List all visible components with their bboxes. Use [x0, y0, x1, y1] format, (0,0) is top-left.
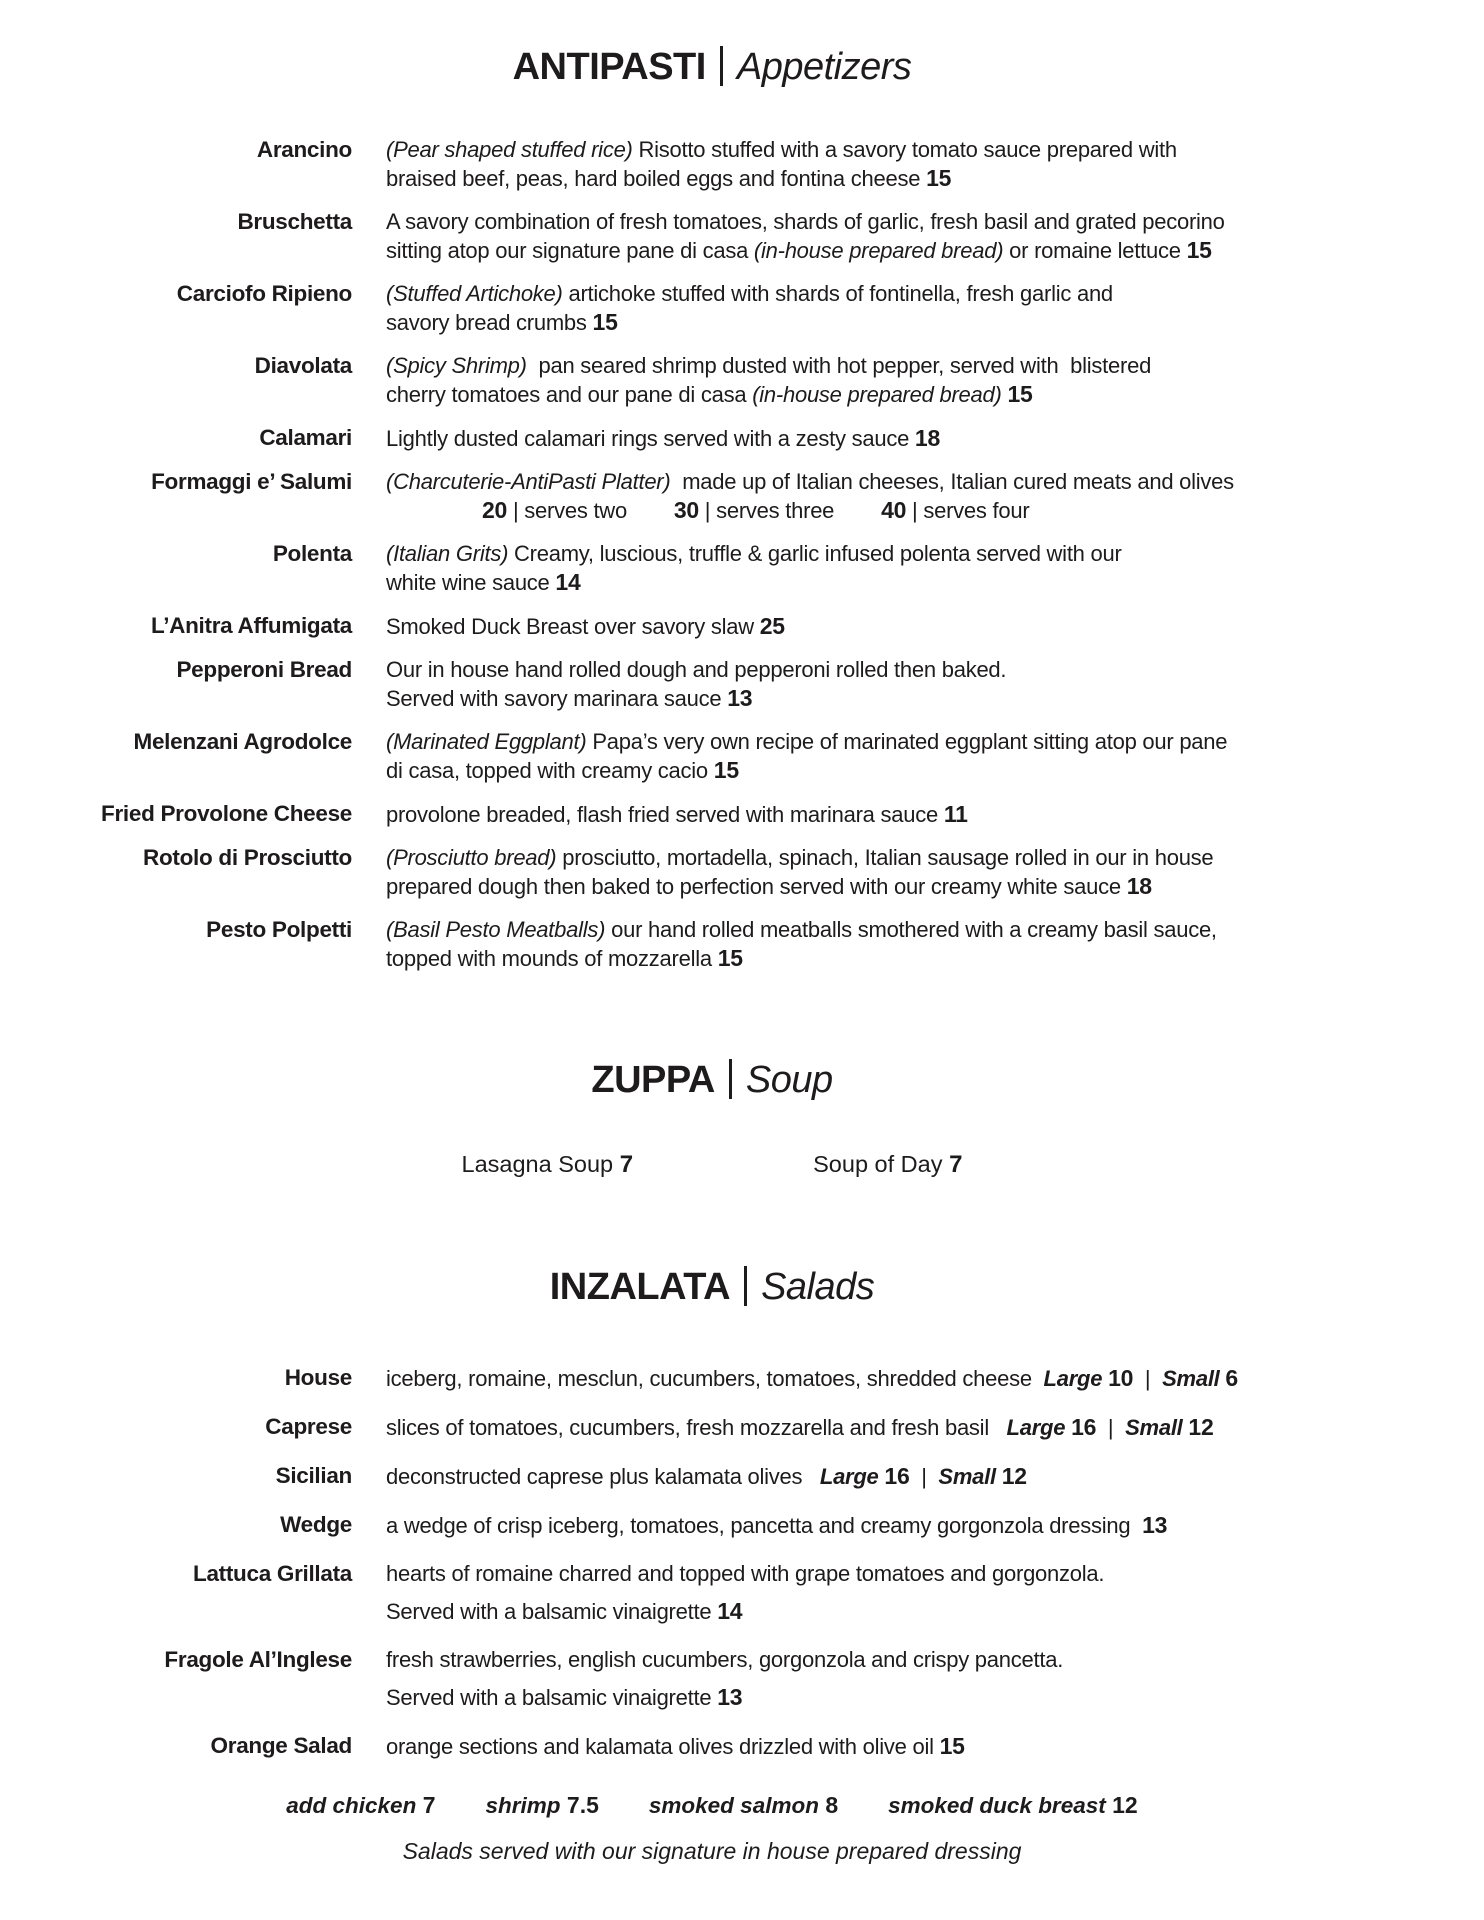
text-segment: topped with mounds of mozzarella: [386, 946, 718, 971]
text-segment: 15: [592, 309, 618, 335]
item-name: Orange Salad: [210, 1733, 352, 1758]
description-line: [386, 1560, 1424, 1588]
item-description: [386, 844, 1424, 901]
text-segment: pan seared shrimp dusted with hot pepper, served with blistered: [526, 353, 1152, 378]
text-segment: |: [1133, 1366, 1163, 1391]
description-line: [386, 1413, 1424, 1442]
item-description: [386, 800, 1424, 829]
text-segment: Large: [1043, 1366, 1109, 1391]
text-segment: 15: [939, 1733, 965, 1759]
item-description: [386, 1732, 1424, 1761]
item-description: [386, 728, 1424, 785]
item-name: Fried Provolone Cheese: [101, 801, 352, 826]
description-line: [386, 916, 1424, 944]
addon-price: 7: [416, 1792, 436, 1818]
text-segment: Served with savory marinara sauce: [386, 686, 728, 711]
menu-item: [0, 468, 1424, 525]
salad-addon: [486, 1791, 599, 1820]
item-name: Carciofo Ripieno: [176, 281, 352, 306]
text-segment: (Prosciutto bread): [386, 845, 557, 870]
text-segment: 40: [881, 497, 907, 523]
text-segment: (Spicy Shrimp): [386, 353, 527, 378]
description-line: [386, 208, 1424, 236]
menu-item: [0, 656, 1424, 713]
description-line: [386, 136, 1424, 164]
menu-item: [0, 424, 1424, 453]
text-segment: 15: [1007, 381, 1033, 407]
item-name: Rotolo di Prosciutto: [143, 845, 352, 870]
text-segment: (Stuffed Artichoke): [386, 281, 563, 306]
item-name: Calamari: [259, 425, 352, 450]
menu-item: [0, 1732, 1424, 1761]
item-name: Polenta: [272, 541, 352, 566]
description-line: [386, 1511, 1424, 1540]
item-name: Diavolata: [254, 353, 352, 378]
text-segment: 15: [717, 945, 743, 971]
addon-price: 12: [1105, 1792, 1138, 1818]
text-segment: Small: [938, 1464, 1002, 1489]
text-segment: |: [909, 1464, 939, 1489]
text-segment: 13: [1142, 1512, 1168, 1538]
heading-divider-bar: [729, 1059, 732, 1099]
text-segment: 14: [555, 569, 581, 595]
item-description: [386, 280, 1424, 337]
salads-footnote: Salads served with our signature in house prepared dressing: [402, 1838, 1022, 1864]
text-segment: braised beef, peas, hard boiled eggs and fontina cheese: [386, 166, 927, 191]
menu-item: [0, 728, 1424, 785]
text-segment: Served with a balsamic vinaigrette: [386, 1599, 718, 1624]
section-heading: [0, 1264, 1424, 1310]
description-line: [386, 352, 1424, 380]
text-segment: slices of tomatoes, cucumbers, fresh mozzarella and fresh basil: [386, 1415, 1007, 1440]
text-segment: Large: [819, 1464, 885, 1489]
item-description: [386, 1462, 1424, 1491]
description-line: [386, 308, 1424, 337]
text-segment: 18: [914, 425, 941, 451]
menu-item: [0, 1511, 1424, 1540]
text-segment: made up of Italian cheeses, Italian cured meats and olives: [670, 469, 1234, 494]
text-segment: 15: [1186, 237, 1212, 263]
text-segment: | serves four: [906, 498, 1030, 523]
menu-item: [0, 800, 1424, 829]
description-line: [386, 684, 1424, 713]
description-line: [386, 424, 1424, 453]
item-name: Arancino: [256, 137, 352, 162]
item-name: Caprese: [265, 1414, 352, 1439]
item-name: House: [284, 1365, 352, 1390]
text-segment: (in-house prepared bread): [752, 382, 1002, 407]
text-segment: 12: [1001, 1463, 1027, 1489]
description-line: [386, 468, 1424, 496]
item-name: Pesto Polpetti: [206, 917, 352, 942]
item-description: [386, 612, 1424, 641]
menu-item: [0, 1462, 1424, 1491]
text-segment: 25: [759, 613, 785, 639]
text-segment: white wine sauce: [386, 570, 556, 595]
heading-divider-bar: [720, 46, 723, 86]
text-segment: Small: [1162, 1366, 1226, 1391]
text-segment: 12: [1188, 1414, 1214, 1440]
text-segment: Served with a balsamic vinaigrette: [386, 1685, 718, 1710]
text-segment: 30: [673, 497, 699, 523]
text-segment: savory bread crumbs: [386, 310, 593, 335]
section-heading: [0, 44, 1424, 90]
soup-options-row: [0, 1149, 1424, 1180]
item-name: Bruschetta: [237, 209, 352, 234]
section-title-secondary: Appetizers: [736, 46, 912, 88]
addon-label: shrimp: [485, 1793, 561, 1818]
text-segment: 16: [1071, 1414, 1097, 1440]
text-segment: (Charcuterie-AntiPasti Platter): [386, 469, 671, 494]
text-segment: | serves three: [698, 498, 882, 523]
text-segment: A savory combination of fresh tomatoes, shards of garlic, fresh basil and grated pecorino: [386, 209, 1225, 234]
section-title-secondary: Salads: [761, 1266, 875, 1308]
heading-divider-bar: [744, 1266, 747, 1306]
text-segment: deconstructed caprese plus kalamata olives: [386, 1464, 820, 1489]
soup-option-label: Lasagna Soup: [461, 1151, 614, 1177]
text-segment: provolone breaded, flash fried served with marinara sauce: [386, 802, 944, 827]
text-segment: sitting atop our signature pane di casa: [386, 238, 754, 263]
item-description: [386, 1364, 1424, 1393]
item-description: [386, 468, 1424, 525]
soup-option-price: 7: [942, 1151, 963, 1178]
text-segment: Our in house hand rolled dough and pepperoni rolled then baked.: [386, 657, 1007, 682]
text-segment: Risotto stuffed with a savory tomato sauce prepared with: [632, 137, 1177, 162]
menu-item: [0, 136, 1424, 193]
description-line: [386, 164, 1424, 193]
salad-addon: [286, 1791, 435, 1820]
item-name: Pepperoni Bread: [176, 657, 352, 682]
item-name: Wedge: [280, 1512, 352, 1537]
menu-item: [0, 540, 1424, 597]
menu-item: [0, 916, 1424, 973]
description-line: [386, 496, 1424, 525]
addon-label: add chicken: [286, 1793, 417, 1818]
text-segment: (Basil Pesto Meatballs): [386, 917, 606, 942]
text-segment: di casa, topped with creamy cacio: [386, 758, 714, 783]
menu-item: [0, 1560, 1424, 1626]
text-segment: Smoked Duck Breast over savory slaw: [386, 614, 760, 639]
soup-option: [813, 1149, 962, 1180]
menu-section-inzalata: [0, 1264, 1424, 1865]
addon-price: 8: [818, 1792, 839, 1818]
menu-item: [0, 1364, 1424, 1393]
salad-addons-row: [0, 1791, 1424, 1820]
section-heading: [0, 1057, 1424, 1103]
item-name: Sicilian: [275, 1463, 352, 1488]
text-segment: Creamy, luscious, truffle & garlic infused polenta served with our: [508, 541, 1122, 566]
text-segment: (Pear shaped stuffed rice): [386, 137, 633, 162]
text-segment: artichoke stuffed with shards of fontinella, fresh garlic and: [562, 281, 1113, 306]
text-segment: cherry tomatoes and our pane di casa: [386, 382, 753, 407]
item-description: [386, 1511, 1424, 1540]
soup-option: [462, 1149, 634, 1180]
menu-item: [0, 844, 1424, 901]
item-name: Fragole Al’Inglese: [164, 1647, 352, 1672]
text-segment: | serves two: [507, 498, 674, 523]
description-line: [386, 800, 1424, 829]
text-segment: (Marinated Eggplant): [386, 729, 587, 754]
addon-price: 7.5: [560, 1792, 599, 1818]
text-segment: 6: [1225, 1365, 1238, 1391]
text-segment: 15: [926, 165, 952, 191]
text-segment: 16: [884, 1463, 910, 1489]
text-segment: Lightly dusted calamari rings served with a zesty sauce: [386, 426, 915, 451]
text-segment: 20: [482, 497, 508, 523]
text-segment: 18: [1126, 873, 1152, 899]
description-line: [386, 1462, 1424, 1491]
text-segment: or romaine lettuce: [1003, 238, 1187, 263]
section-title-primary: INZALATA: [549, 1266, 731, 1308]
text-segment: (Italian Grits): [386, 541, 509, 566]
menu-section-zuppa: [0, 1057, 1424, 1180]
text-segment: 10: [1108, 1365, 1134, 1391]
text-segment: Large: [1006, 1415, 1072, 1440]
section-title-secondary: Soup: [745, 1059, 833, 1101]
menu-page: [0, 44, 1424, 1865]
text-segment: iceberg, romaine, mesclun, cucumbers, tomatoes, shredded cheese: [386, 1366, 1044, 1391]
item-description: [386, 1646, 1424, 1712]
salad-addon: [649, 1791, 838, 1820]
text-segment: prepared dough then baked to perfection served with our creamy white sauce: [386, 874, 1127, 899]
menu-section-antipasti: [0, 44, 1424, 973]
text-segment: 13: [727, 685, 753, 711]
salad-addon: [888, 1791, 1138, 1820]
text-segment: fresh strawberries, english cucumbers, gorgonzola and crispy pancetta.: [386, 1647, 1064, 1672]
item-description: [386, 1413, 1424, 1442]
description-line: [386, 1732, 1424, 1761]
item-name: Lattuca Grillata: [193, 1561, 352, 1586]
addon-label: smoked salmon: [648, 1793, 819, 1818]
menu-item: [0, 1413, 1424, 1442]
description-line: [386, 236, 1424, 265]
text-segment: prosciutto, mortadella, spinach, Italian sausage rolled in our in house: [556, 845, 1214, 870]
item-description: [386, 540, 1424, 597]
soup-option-price: 7: [613, 1151, 634, 1178]
item-description: [386, 352, 1424, 409]
menu-item: [0, 612, 1424, 641]
text-segment: Papa’s very own recipe of marinated eggplant sitting atop our pane: [586, 729, 1228, 754]
item-description: [386, 656, 1424, 713]
description-line: [386, 568, 1424, 597]
description-line: [386, 728, 1424, 756]
menu-item: [0, 280, 1424, 337]
text-segment: Small: [1125, 1415, 1189, 1440]
text-segment: orange sections and kalamata olives drizzled with olive oil: [386, 1734, 940, 1759]
text-segment: 11: [943, 801, 968, 827]
addon-label: smoked duck breast: [888, 1793, 1106, 1818]
item-description: [386, 1560, 1424, 1626]
item-description: [386, 916, 1424, 973]
description-line: [386, 612, 1424, 641]
item-description: [386, 208, 1424, 265]
description-line: [386, 540, 1424, 568]
description-line: [386, 756, 1424, 785]
text-segment: 13: [717, 1684, 743, 1710]
menu-item: [0, 1646, 1424, 1712]
soup-option-label: Soup of Day: [813, 1151, 943, 1177]
menu-item: [0, 208, 1424, 265]
item-description: [386, 424, 1424, 453]
text-segment: hearts of romaine charred and topped with grape tomatoes and gorgonzola.: [386, 1561, 1105, 1586]
item-name: Melenzani Agrodolce: [133, 729, 352, 754]
description-line: [386, 872, 1424, 901]
item-name: Formaggi e’ Salumi: [151, 469, 352, 494]
item-description: [386, 136, 1424, 193]
description-line: [386, 944, 1424, 973]
description-line: [386, 1683, 1424, 1712]
section-title-primary: ZUPPA: [591, 1059, 715, 1101]
text-segment: our hand rolled meatballs smothered with a creamy basil sauce,: [605, 917, 1217, 942]
text-segment: 14: [717, 1598, 743, 1624]
description-line: [386, 1364, 1424, 1393]
text-segment: a wedge of crisp iceberg, tomatoes, pancetta and creamy gorgonzola dressing: [386, 1513, 1143, 1538]
description-line: [386, 1597, 1424, 1626]
description-line: [386, 280, 1424, 308]
menu-item: [0, 352, 1424, 409]
text-segment: (in-house prepared bread): [753, 238, 1004, 263]
description-line: [386, 380, 1424, 409]
description-line: [386, 656, 1424, 684]
description-line: [386, 844, 1424, 872]
section-title-primary: ANTIPASTI: [512, 46, 706, 88]
description-line: [386, 1646, 1424, 1674]
text-segment: |: [1096, 1415, 1126, 1440]
item-name: L’Anitra Affumigata: [151, 613, 352, 638]
text-segment: 15: [713, 757, 739, 783]
